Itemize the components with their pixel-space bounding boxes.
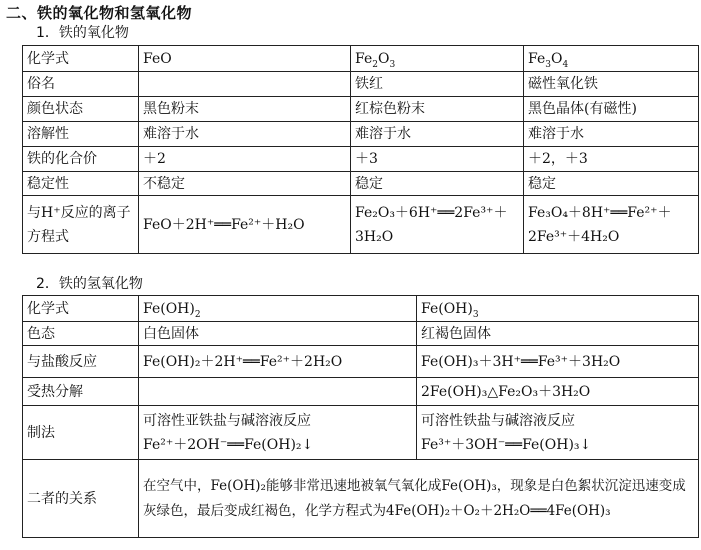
row-label: 铁的化合价 [23, 147, 139, 172]
col-feoh2: $Fe(OH)_2$ [139, 296, 417, 322]
prep-equation: Fe³⁺＋3OH⁻══Fe(OH)₃↓ [421, 436, 592, 453]
cell [139, 378, 417, 406]
row-color [23, 322, 699, 346]
hydroxides-header-row [23, 296, 699, 322]
cell: 铁红 [351, 72, 524, 97]
cell: 不稳定 [139, 172, 351, 196]
row-h-reaction [23, 196, 699, 254]
row-hcl-reaction [23, 346, 699, 378]
hydroxides-subtitle: 2．铁的氢氧化物 [36, 276, 143, 292]
cell: 难溶于水 [139, 122, 351, 147]
row-relation [23, 460, 699, 538]
row-color-state [23, 97, 699, 122]
row-label: 稳定性 [23, 172, 139, 196]
equation-cell: Fe₃O₄＋8H⁺══Fe²⁺＋2Fe³⁺＋4H₂O [524, 196, 699, 254]
col-fe3o4: $Fe_3O_4$ [524, 46, 699, 72]
row-label: 俗名 [23, 72, 139, 97]
equation-cell: Fe(OH)₂＋2H⁺══Fe²⁺＋2H₂O [139, 346, 417, 378]
row-label: 与H⁺反应的离子方程式 [23, 196, 139, 254]
row-label: 颜色状态 [23, 97, 139, 122]
cell: 红棕色粉末 [351, 97, 524, 122]
row-label: 制法 [23, 406, 139, 460]
equation-cell: FeO＋2H⁺══Fe²⁺＋H₂O [139, 196, 351, 254]
cell: 磁性氧化铁 [524, 72, 699, 97]
cell: 红褐色固体 [417, 322, 699, 346]
header-label: 化学式 [23, 296, 139, 322]
row-decomposition [23, 378, 699, 406]
oxides-header-row [23, 46, 699, 72]
section-title: 二、铁的氧化物和氢氧化物 [6, 4, 193, 22]
row-label: 受热分解 [23, 378, 139, 406]
header-label: 化学式 [23, 46, 139, 72]
cell: 黑色晶体(有磁性) [524, 97, 699, 122]
prep-equation: Fe²⁺＋2OH⁻══Fe(OH)₂↓ [143, 436, 314, 453]
cell [139, 72, 351, 97]
cell: 难溶于水 [351, 122, 524, 147]
row-label: 二者的关系 [23, 460, 139, 538]
cell: ＋3 [351, 147, 524, 172]
equation-cell: 2Fe(OH)₃△Fe₂O₃＋3H₂O [417, 378, 699, 406]
prep-text: 可溶性铁盐与碱溶液反应 [421, 412, 575, 429]
oxides-subtitle: 1．铁的氧化物 [36, 25, 129, 41]
row-label: 溶解性 [23, 122, 139, 147]
equation-cell: Fe₂O₃＋6H⁺══2Fe³⁺＋3H₂O [351, 196, 524, 254]
row-label: 色态 [23, 322, 139, 346]
cell: ＋2，＋3 [524, 147, 699, 172]
col-feoh3: $Fe(OH)_3$ [417, 296, 699, 322]
col-fe2o3: $Fe_2O_3$ [351, 46, 524, 72]
equation-cell: Fe(OH)₃＋3H⁺══Fe³⁺＋3H₂O [417, 346, 699, 378]
cell: 稳定 [524, 172, 699, 196]
col-feo: FeO [139, 46, 351, 72]
row-solubility [23, 122, 699, 147]
row-stability [23, 172, 699, 196]
iron-oxides-table [22, 45, 699, 254]
cell: 稳定 [351, 172, 524, 196]
row-label: 与盐酸反应 [23, 346, 139, 378]
cell: ＋2 [139, 147, 351, 172]
relation-text: 在空气中，Fe(OH)₂能够非常迅速地被氧气氧化成Fe(OH)₃，现象是白色絮状沉淀迅速变成灰绿色，最后变成红褐色，化学方程式为4Fe(OH)₂＋O₂＋2H₂O══4Fe(OH)₃ [139, 460, 699, 538]
cell: 黑色粉末 [139, 97, 351, 122]
prep-cell-feoh2 [139, 406, 417, 460]
prep-cell-feoh3 [417, 406, 699, 460]
iron-hydroxides-table [22, 295, 699, 538]
row-valence [23, 147, 699, 172]
row-common-name [23, 72, 699, 97]
cell: 难溶于水 [524, 122, 699, 147]
row-preparation [23, 406, 699, 460]
cell: 白色固体 [139, 322, 417, 346]
prep-text: 可溶性亚铁盐与碱溶液反应 [143, 412, 311, 429]
